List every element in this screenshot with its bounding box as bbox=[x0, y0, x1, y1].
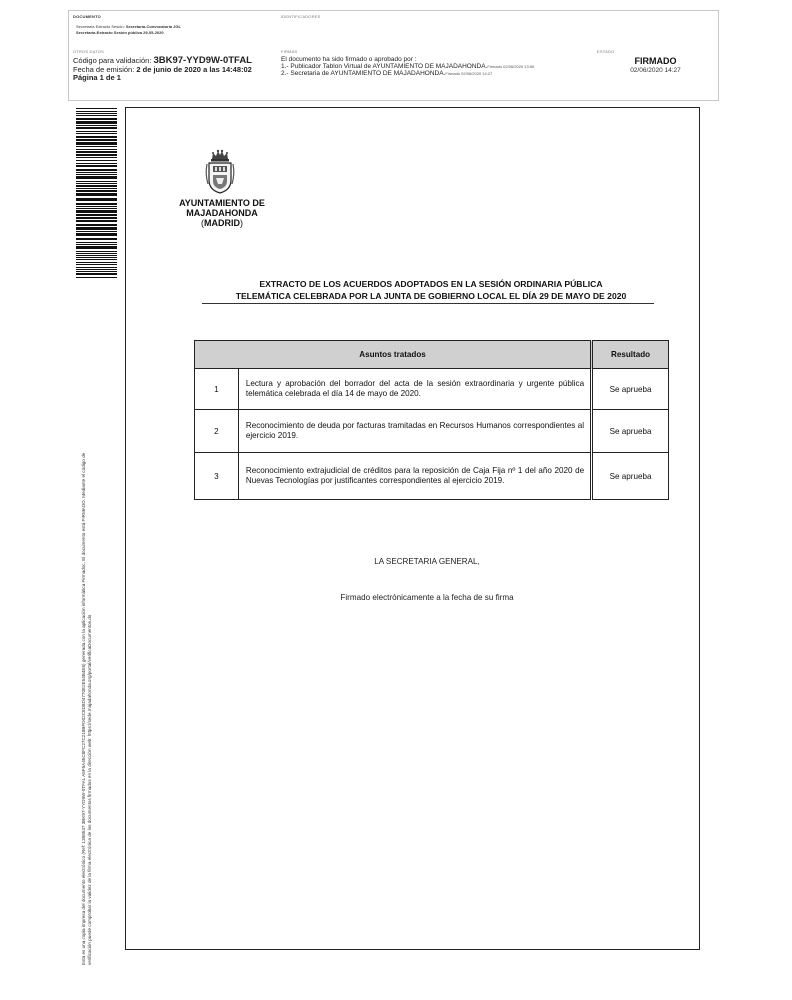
barcode-bar bbox=[76, 242, 117, 243]
page-count: Página 1 de 1 bbox=[73, 73, 121, 82]
firmas-label: FIRMAS bbox=[281, 49, 298, 54]
barcode-bar bbox=[76, 277, 117, 278]
header-identificadores-cell bbox=[277, 11, 718, 46]
barcode-bar bbox=[76, 154, 117, 156]
barcode-bar bbox=[76, 174, 117, 175]
identificadores-label: IDENTIFICADORES bbox=[281, 14, 321, 19]
barcode-bar bbox=[76, 139, 117, 141]
barcode-bar bbox=[76, 220, 117, 222]
coat-of-arms-icon bbox=[204, 148, 236, 194]
column-header-resultado: Resultado bbox=[592, 341, 669, 369]
barcode-bar bbox=[76, 165, 117, 167]
barcode-bar bbox=[76, 188, 117, 189]
header-otros-datos-cell bbox=[69, 46, 277, 100]
otros-datos-label: OTROS DATOS bbox=[73, 49, 104, 54]
barcode-bar bbox=[76, 217, 117, 219]
barcode-bar bbox=[76, 193, 117, 196]
side-text-line1: Esta es una copia impresa del documento electrónico (Ref: 1398537 3BK97-YYD9W-0TFAL A5F5A45C8FC27C218BFD02C8D8D4770E2E54B4E6) generada con la aplicación informática Firmadoc. El documento está FIRMADO. Mediante el código de bbox=[81, 452, 86, 965]
barcode-bar bbox=[76, 264, 117, 265]
row-result: Se aprueba bbox=[592, 369, 669, 410]
electronic-signature-note: Firmado electrónicamente a la fecha de su firma bbox=[340, 593, 514, 602]
table-row bbox=[195, 369, 669, 410]
emission-date-line: Fecha de emisión: 2 de junio de 2020 a las 14:48:02 bbox=[73, 64, 252, 74]
barcode-bar bbox=[76, 115, 117, 116]
table-header-row bbox=[195, 341, 669, 369]
firma-1: 1.- Publicador Tablon Virtual de AYUNTAMIENTO DE MAJADAHONDA.Firmado 02/06/2020 13:56 bbox=[281, 63, 535, 70]
barcode-bar bbox=[76, 214, 117, 216]
barcode-bar bbox=[76, 176, 117, 179]
barcode-bar bbox=[76, 244, 117, 245]
barcode-bar bbox=[76, 267, 117, 268]
signatory-title: LA SECRETARIA GENERAL, bbox=[374, 557, 480, 566]
org-line2: MAJADAHONDA bbox=[186, 208, 258, 218]
document-header bbox=[68, 10, 719, 101]
barcode-bar bbox=[76, 113, 117, 114]
side-text-line2: verificación puede comprobar la validez de la firma electrónica de los documentos firmados en la dirección web: https://sede.majadahonda.org/portal/verificaDocumentos.do bbox=[87, 614, 92, 965]
validation-code-line: Código para validación: 3BK97-YYD9W-0TFAL bbox=[73, 55, 252, 66]
barcode-bar bbox=[76, 136, 117, 138]
barcode-bar bbox=[76, 125, 117, 126]
header-estado-cell bbox=[593, 46, 718, 100]
barcode-bar bbox=[76, 149, 117, 150]
verification-side-text bbox=[81, 305, 93, 965]
barcode-bar bbox=[76, 259, 117, 260]
barcode-bar bbox=[76, 133, 117, 134]
barcode-bar bbox=[76, 151, 117, 153]
barcode-bar bbox=[76, 255, 117, 256]
status-badge: FIRMADO bbox=[634, 56, 677, 66]
barcode-bar bbox=[76, 169, 117, 171]
barcode-bar bbox=[76, 246, 117, 249]
barcode-bar bbox=[76, 142, 117, 145]
barcode-bar bbox=[76, 183, 117, 184]
header-documento-cell bbox=[69, 11, 277, 46]
barcode-graphic bbox=[76, 108, 117, 278]
barcode-bar bbox=[76, 262, 117, 263]
barcode-bar bbox=[76, 273, 117, 275]
barcode-bar bbox=[76, 231, 117, 232]
org-line3: (MADRID) bbox=[201, 218, 243, 228]
documento-line1: Secretaría Extracto Sesión: Secretaría-Convocatoria JGL bbox=[76, 24, 181, 29]
barcode-bar bbox=[76, 185, 117, 187]
barcode-bar bbox=[76, 257, 117, 258]
document-title bbox=[196, 278, 666, 302]
barcode-bar bbox=[76, 111, 117, 112]
barcode-bar bbox=[76, 271, 117, 272]
barcode-bar bbox=[76, 203, 117, 205]
barcode-bar bbox=[76, 224, 117, 226]
barcode-bar bbox=[76, 190, 117, 192]
agenda-table bbox=[194, 340, 669, 500]
firma-2: 2.- Secretaria de AYUNTAMIENTO DE MAJADAHONDA.Firmado 02/06/2020 14:27 bbox=[281, 70, 493, 77]
title-line1: EXTRACTO DE LOS ACUERDOS ADOPTADOS EN LA SESIÓN ORDINARIA PÚBLICA bbox=[259, 279, 603, 289]
barcode-bar bbox=[76, 269, 117, 270]
column-header-asuntos: Asuntos tratados bbox=[195, 341, 592, 369]
row-number: 3 bbox=[195, 453, 239, 500]
barcode-bar bbox=[76, 163, 117, 164]
barcode-bar bbox=[76, 238, 117, 240]
row-description: Lectura y aprobación del borrador del acta de la sesión extraordinaria y urgente pública telemática celebrada el día 14 de mayo de 2020. bbox=[238, 369, 591, 410]
row-description: Reconocimiento de deuda por facturas tramitadas en Recursos Humanos correspondientes al ejercicio 2019. bbox=[238, 410, 591, 453]
table-row bbox=[195, 410, 669, 453]
table-row bbox=[195, 453, 669, 500]
organization-name bbox=[160, 198, 284, 228]
barcode-icon bbox=[76, 108, 117, 278]
title-line2: TELEMÁTICA CELEBRADA POR LA JUNTA DE GOBIERNO LOCAL EL DÍA 29 DE MAYO DE 2020 bbox=[235, 291, 627, 301]
documento-line2: Secretaría-Extracto Sesión pública 29-05-2020 bbox=[76, 30, 164, 35]
document-frame bbox=[125, 107, 700, 950]
org-line1: AYUNTAMIENTO DE bbox=[179, 198, 265, 208]
barcode-bar bbox=[76, 208, 117, 209]
barcode-bar bbox=[76, 206, 117, 207]
barcode-bar bbox=[76, 157, 117, 158]
validation-code: 3BK97-YYD9W-0TFAL bbox=[153, 55, 252, 66]
barcode-bar bbox=[76, 198, 117, 201]
barcode-bar bbox=[76, 108, 117, 109]
barcode-bar bbox=[76, 210, 117, 213]
header-firmas-cell bbox=[277, 46, 593, 100]
row-description: Reconocimiento extrajudicial de créditos para la reposición de Caja Fija nº 1 del año 2020 de Nuevas Tecnologías por justificantes correspondientes al ejercicio 2019. bbox=[238, 453, 591, 500]
barcode-bar bbox=[76, 227, 117, 230]
barcode-bar bbox=[76, 131, 117, 132]
barcode-bar bbox=[76, 160, 117, 161]
row-result: Se aprueba bbox=[592, 410, 669, 453]
barcode-bar bbox=[76, 146, 117, 147]
barcode-bar bbox=[76, 121, 117, 124]
firmas-intro: El documento ha sido firmado o aprobado por : bbox=[281, 56, 417, 63]
estado-label: ESTADO bbox=[597, 49, 615, 54]
barcode-bar bbox=[76, 127, 117, 129]
row-number: 1 bbox=[195, 369, 239, 410]
barcode-bar bbox=[76, 253, 117, 254]
barcode-bar bbox=[76, 172, 117, 173]
barcode-bar bbox=[76, 118, 117, 120]
barcode-bar bbox=[76, 233, 117, 236]
title-divider bbox=[202, 303, 654, 304]
row-number: 2 bbox=[195, 410, 239, 453]
barcode-bar bbox=[76, 251, 117, 252]
status-date: 02/06/2020 14:27 bbox=[630, 67, 681, 74]
barcode-bar bbox=[76, 181, 117, 182]
row-result: Se aprueba bbox=[592, 453, 669, 500]
documento-label: DOCUMENTO bbox=[73, 14, 101, 19]
